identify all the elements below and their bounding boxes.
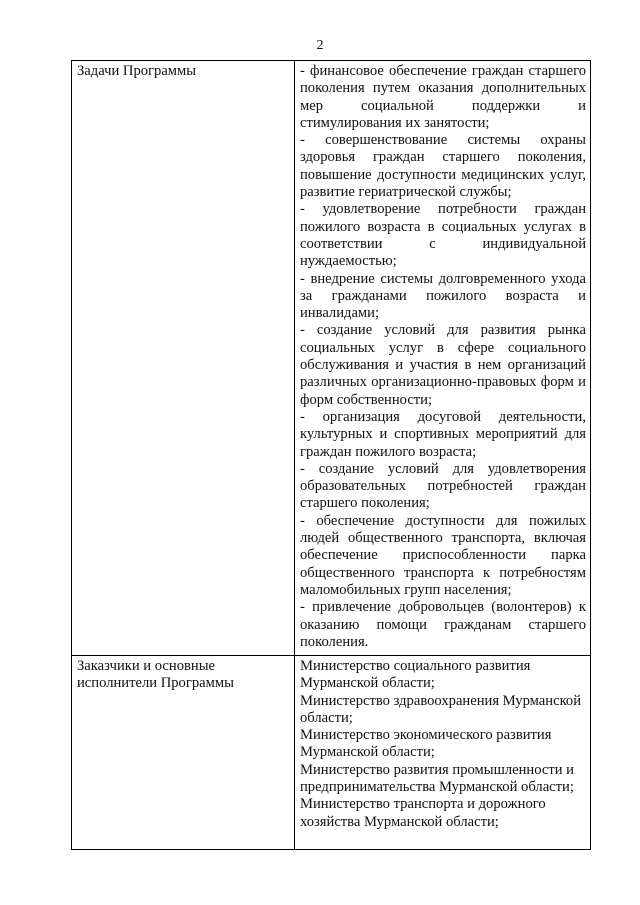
task-item: - создание условий для удовлетворения образовательных потребностей граждан старшего поколения;: [300, 460, 586, 512]
executor-item: Министерство здравоохранения Мурманской области;: [300, 692, 582, 726]
executor-item: Министерство транспорта и дорожного хозяйства Мурманской области;: [300, 796, 546, 830]
task-item: - совершенствование системы охраны здоровья граждан старшего поколения, повышение доступности медицинских услуг, развитие гериатрической службы;: [300, 132, 586, 201]
row-content-executors: [295, 656, 591, 850]
task-item: - организация досуговой деятельности, культурных и спортивных мероприятий для граждан пожилого возраста;: [300, 408, 586, 460]
row-label-executors: Заказчики и основные исполнители Программы: [72, 656, 295, 850]
program-passport-table: [71, 60, 591, 850]
executor-item: Министерство развития промышленности и предпринимательства Мурманской области;: [300, 761, 574, 796]
executor-item: Министерство социального развития Мурманской области;: [300, 658, 531, 692]
page-number: 2: [316, 38, 324, 53]
task-item: - привлечение добровольцев (волонтеров) к оказанию помощи гражданам старшего поколения.: [300, 599, 586, 650]
executor-item: Министерство экономического развития Мурманской области;: [300, 727, 552, 761]
table-row-executors: [72, 656, 591, 850]
row-label-tasks: Задачи Программы: [72, 61, 295, 656]
task-item: - удовлетворение потребности граждан пожилого возраста в социальных услугах в соответствии с индивидуальной нуждаемостью;: [300, 201, 586, 270]
task-item: - создание условий для развития рынка социальных услуг в сфере социального обслуживания и участия в нем организаций различных организационно-правовых форм и форм собственности;: [300, 322, 586, 408]
task-item: - финансовое обеспечение граждан старшего поколения путем оказания дополнительных мер социальной поддержки и стимулирования их занятости;: [300, 63, 586, 131]
row-content-tasks: [295, 61, 591, 656]
table-row-tasks: [72, 61, 591, 656]
task-item: - внедрение системы долговременного ухода за гражданами пожилого возраста и инвалидами;: [300, 270, 586, 322]
task-item: - обеспечение доступности для пожилых людей общественного транспорта, включая обеспечение приспособленности парка общественного транспорта к потребностям маломобильных групп населения;: [300, 512, 586, 598]
